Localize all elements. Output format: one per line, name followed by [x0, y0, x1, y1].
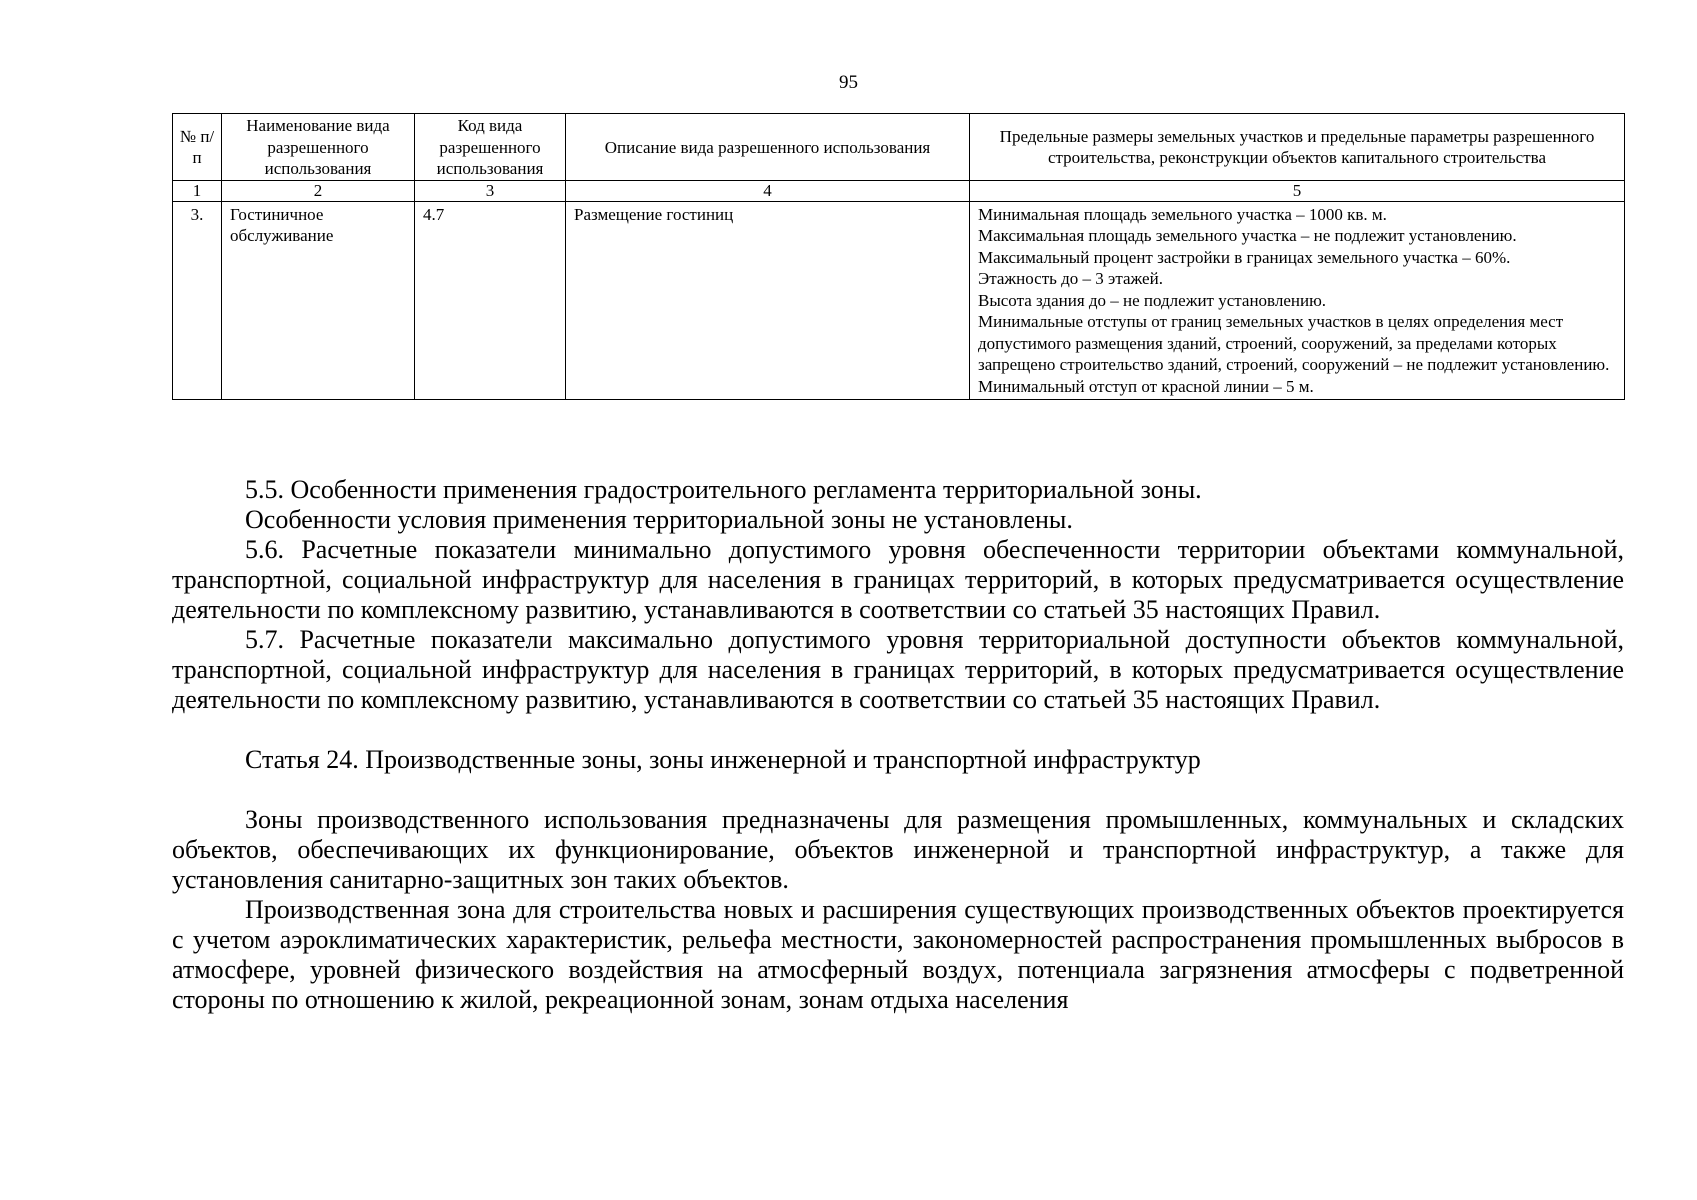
header-code: Код вида разрешенного использования	[415, 114, 566, 181]
param-line: Минимальные отступы от границ земельных участков в целях определения мест допустимого размещения зданий, строений, сооружений, за пределами которых запрещено строительство зданий, строений, сооружений – не подлежит установлению.	[978, 312, 1610, 374]
column-number: 5	[970, 180, 1625, 201]
use-description: Размещение гостиниц	[566, 201, 970, 400]
use-name: Гостиничное обслуживание	[222, 201, 415, 400]
column-number: 2	[222, 180, 415, 201]
param-line: Максимальная площадь земельного участка – не подлежит установлению.	[978, 226, 1517, 245]
param-line: Максимальный процент застройки в границах земельного участка – 60%.	[978, 247, 1511, 267]
page-number: 95	[839, 72, 858, 93]
use-params	[970, 201, 1625, 400]
header-params: Предельные размеры земельных участков и предельные параметры разрешенного строительства, реконструкции объектов капитального строительства	[970, 114, 1625, 181]
param-line: Минимальная площадь земельного участка – 1000 кв. м.	[978, 204, 1387, 224]
header-name: Наименование вида разрешенного использования	[222, 114, 415, 181]
paragraph-5-7: 5.7. Расчетные показатели максимально допустимого уровня территориальной доступности объектов коммунальной, транспортной, социальной инфраструктур для населения в границах территорий, в которых предусматривается осуществление деятельности по комплексному развитию, устанавливаются в соответствии со статьей 35 настоящих Правил.	[172, 625, 1624, 714]
param-line: Минимальный отступ от красной линии – 5 м.	[978, 376, 1314, 396]
paragraph-5-5: 5.5. Особенности применения градостроительного регламента территориальной зоны.	[245, 475, 1202, 504]
table-row	[173, 201, 1625, 400]
row-number: 3.	[173, 201, 222, 400]
param-line: Высота здания до – не подлежит установлению.	[978, 290, 1327, 310]
param-line: Этажность до – 3 этажей.	[978, 269, 1163, 288]
land-use-table	[172, 113, 1625, 400]
header-number: № п/п	[173, 114, 222, 181]
use-code: 4.7	[415, 201, 566, 400]
paragraph-5-5-text: Особенности условия применения территориальной зоны не установлены.	[245, 505, 1073, 534]
column-number-row	[173, 180, 1625, 201]
column-number: 1	[173, 180, 222, 201]
document-body	[172, 475, 1624, 1015]
column-number: 4	[566, 180, 970, 201]
paragraph-5-6: 5.6. Расчетные показатели минимально допустимого уровня обеспеченности территории объектами коммунальной, транспортной, социальной инфраструктур для населения в границах территорий, в которых предусматривается осуществление деятельности по комплексному развитию, устанавливаются в соответствии со статьей 35 настоящих Правил.	[172, 535, 1624, 624]
header-description: Описание вида разрешенного использования	[566, 114, 970, 181]
article-title: Статья 24. Производственные зоны, зоны инженерной и транспортной инфраструктур	[245, 745, 1201, 774]
paragraph-production-zone: Производственная зона для строительства новых и расширения существующих производственных объектов проектируется с учетом аэроклиматических характеристик, рельефа местности, закономерностей распространения промышленных выбросов в атмосфере, уровней физического воздействия на атмосферный воздух, потенциала загрязнения атмосферы с подветренной стороны по отношению к жилой, рекреационной зонам, зонам отдыха населения	[172, 895, 1624, 1014]
paragraph-zones: Зоны производственного использования предназначены для размещения промышленных, коммунальных и складских объектов, обеспечивающих их функционирование, объектов инженерной и транспортной инфраструктур, а также для установления санитарно-защитных зон таких объектов.	[172, 805, 1624, 894]
column-number: 3	[415, 180, 566, 201]
table-header-row	[173, 114, 1625, 181]
